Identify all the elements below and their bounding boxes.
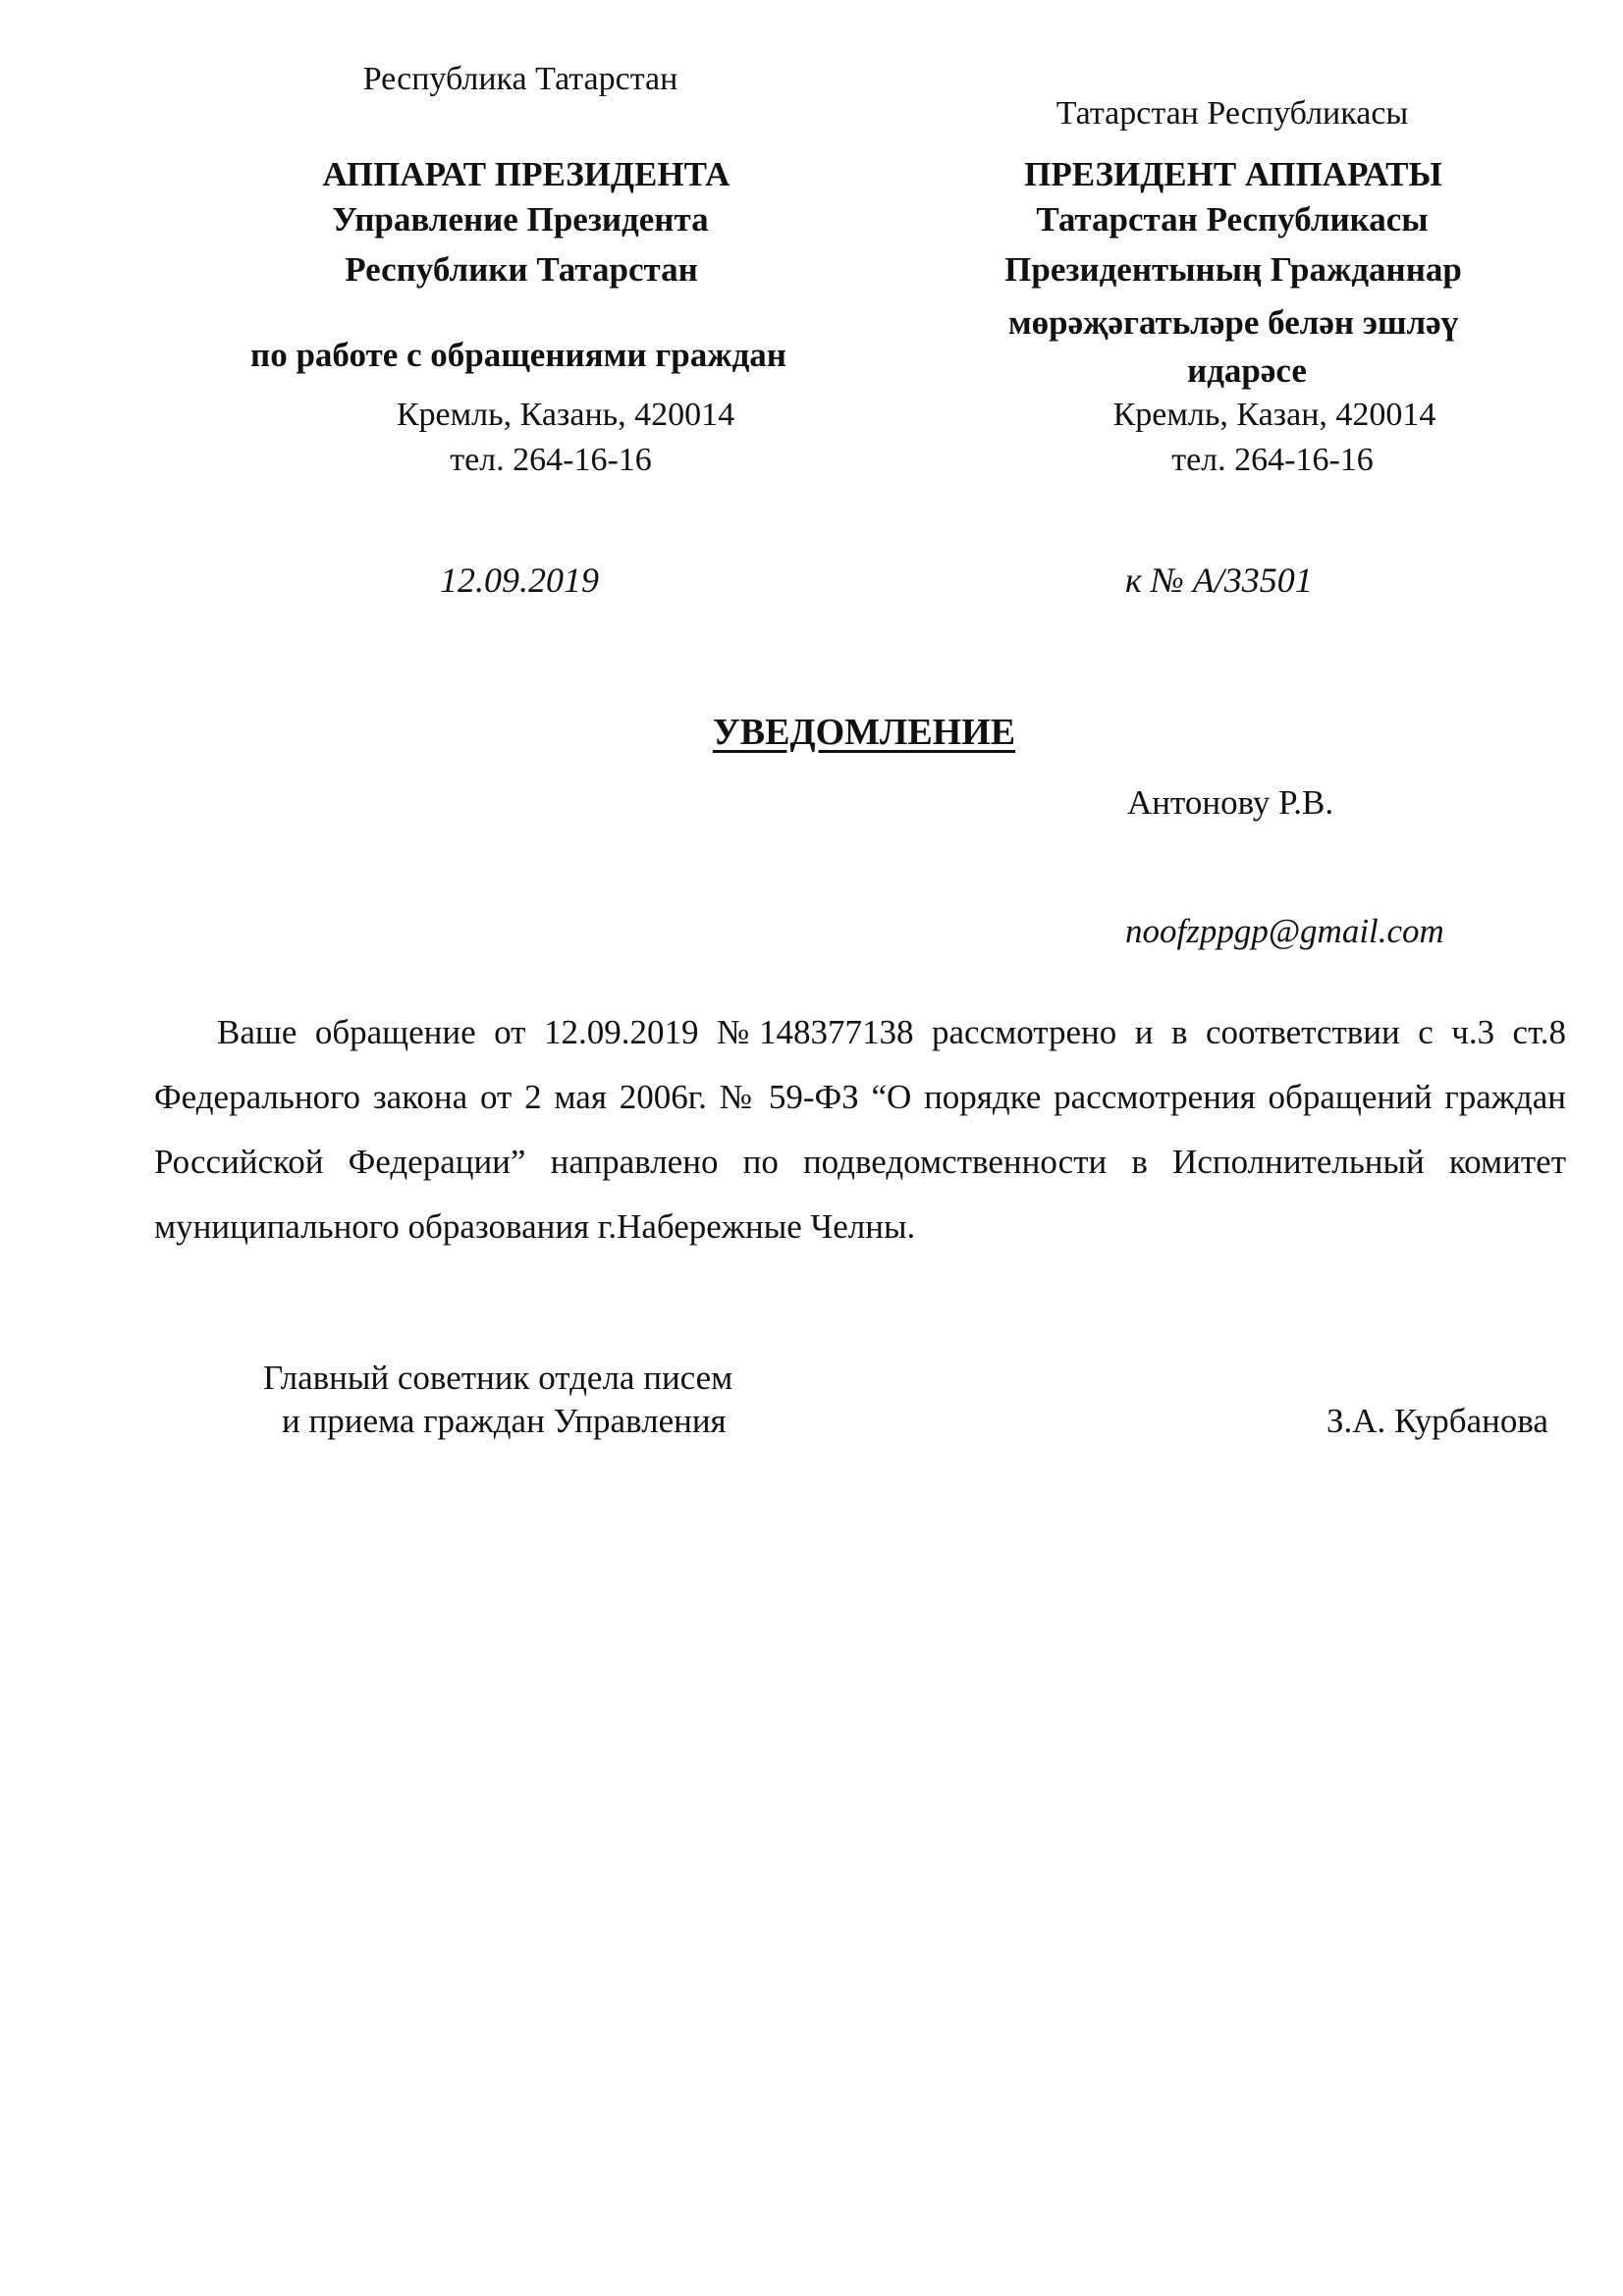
department-line3-tt: мөрәҗәгатьләре белән эшләү: [1007, 303, 1459, 342]
address-ru: Кремль, Казань, 420014: [396, 397, 735, 433]
notice-body: Ваше обращение от 12.09.2019 №148377138 рассмотрено и в соответствии с ч.3 ст.8 Федерального закона от 2 мая 2006г. № 59-ФЗ “О порядке рассмотрения обращений граждан Российской Федерации” направлено по подведомственности в Исполнительный комитет муниципального образования г.Набережные Челны.: [154, 1013, 1566, 1246]
address-tt: Кремль, Казан, 420014: [1112, 397, 1436, 433]
republic-name-ru: Республика Татарстан: [362, 61, 678, 97]
department-line1-ru: Управление Президента: [332, 200, 709, 239]
reference-number: к № А/33501: [1125, 561, 1313, 600]
recipient-email: noofzppgp@gmail.com: [1125, 912, 1444, 950]
office-name-tt: ПРЕЗИДЕНТ АППАРАТЫ: [1024, 155, 1442, 193]
department-line1-tt: Татарстан Республикасы: [1036, 200, 1429, 239]
recipient-name: Антонову Р.В.: [1127, 783, 1334, 822]
notice-title: УВЕДОМЛЕНИЕ: [712, 712, 1016, 753]
office-name-ru: АППАРАТ ПРЕЗИДЕНТА: [322, 155, 730, 193]
document-date: 12.09.2019: [440, 561, 599, 600]
department-line2-tt: Президентының Гражданнар: [1004, 250, 1462, 289]
phone-ru: тел. 264-16-16: [450, 442, 652, 478]
department-line2-ru: Республики Татарстан: [345, 250, 698, 289]
department-line3-ru: по работе с обращениями граждан: [250, 336, 786, 374]
republic-name-tt: Татарстан Республикасы: [1055, 95, 1409, 132]
department-line4-tt: идарәсе: [1187, 351, 1307, 390]
signatory-name: З.А. Курбанова: [1326, 1402, 1548, 1440]
phone-tt: тел. 264-16-16: [1171, 442, 1374, 478]
signatory-position-line1: Главный советник отдела писем: [263, 1359, 733, 1397]
signatory-position-line2: и приема граждан Управления: [282, 1402, 727, 1440]
